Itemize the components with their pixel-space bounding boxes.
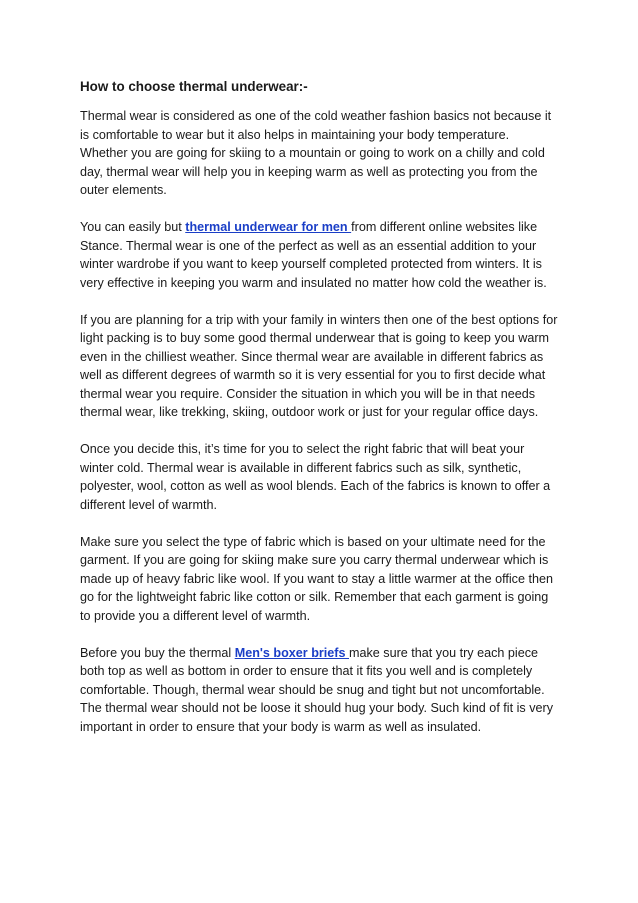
- paragraph-6-text-before: Before you buy the thermal: [80, 645, 235, 660]
- document-page: [80, 78, 558, 755]
- paragraph-6: [80, 644, 558, 737]
- paragraph-3: If you are planning for a trip with your family in winters then one of the best options for light packing is to buy some good thermal underwear that is going to keep you warm even in the chilliest weather. Since thermal wear are available in different fabrics as well as different degrees of warmth so it is very essential for you to first decide what thermal wear you require. Consider the situation in which you will be in that needs thermal wear, like trekking, skiing, outdoor work or just for your regular office days.: [80, 312, 558, 419]
- thermal-underwear-link[interactable]: thermal underwear for men: [185, 220, 352, 234]
- paragraph-2-text-before: You can easily but: [80, 220, 186, 234]
- paragraph-1: Thermal wear is considered as one of the cold weather fashion basics not because it is comfortable to wear but it also helps in maintaining your body temperature. Whether you are going for skiing to a mountain or going to work on a chilly and cold day, thermal wear will help you in keeping warm as well as protecting you from the outer elements.: [80, 109, 552, 197]
- mens-boxer-briefs-link[interactable]: Men's boxer briefs: [234, 645, 349, 660]
- paragraph-2-text-after: from different online websites like Stance. Thermal wear is one of the perfect as well as an essential addition to your winter wardrobe if you want to keep yourself completed protected from winters. It is very effective in keeping you warm and insulated no matter how cold the weather is.: [80, 220, 547, 290]
- paragraph-4: Once you decide this, it’s time for you to select the right fabric that will beat your winter cold. Thermal wear is available in different fabrics such as silk, synthetic, polyester, wool, cotton as well as wool blends. Each of the fabrics is known to offer a different level of warmth.: [80, 442, 551, 512]
- paragraph-5: Make sure you select the type of fabric which is based on your ultimate need for the garment. If you are going for skiing make sure you carry thermal underwear which is made up of heavy fabric like wool. If you want to stay a little warmer at the office then go for the lightweight fabric like cotton or silk. Remember that each garment is going to provide you a different level of warmth.: [80, 534, 553, 623]
- document-title: How to choose thermal underwear:-: [80, 79, 308, 94]
- paragraph-2: [80, 218, 558, 292]
- paragraph-6-text-after: make sure that you try each piece both top as well as bottom in order to ensure that it fits you well and is completely comfortable. Though, thermal wear should be snug and tight but not uncomfortable. The thermal wear should not be loose it should hug your body. Such kind of fit is very important in order to ensure that your body is warm as well as insulated.: [80, 645, 553, 734]
